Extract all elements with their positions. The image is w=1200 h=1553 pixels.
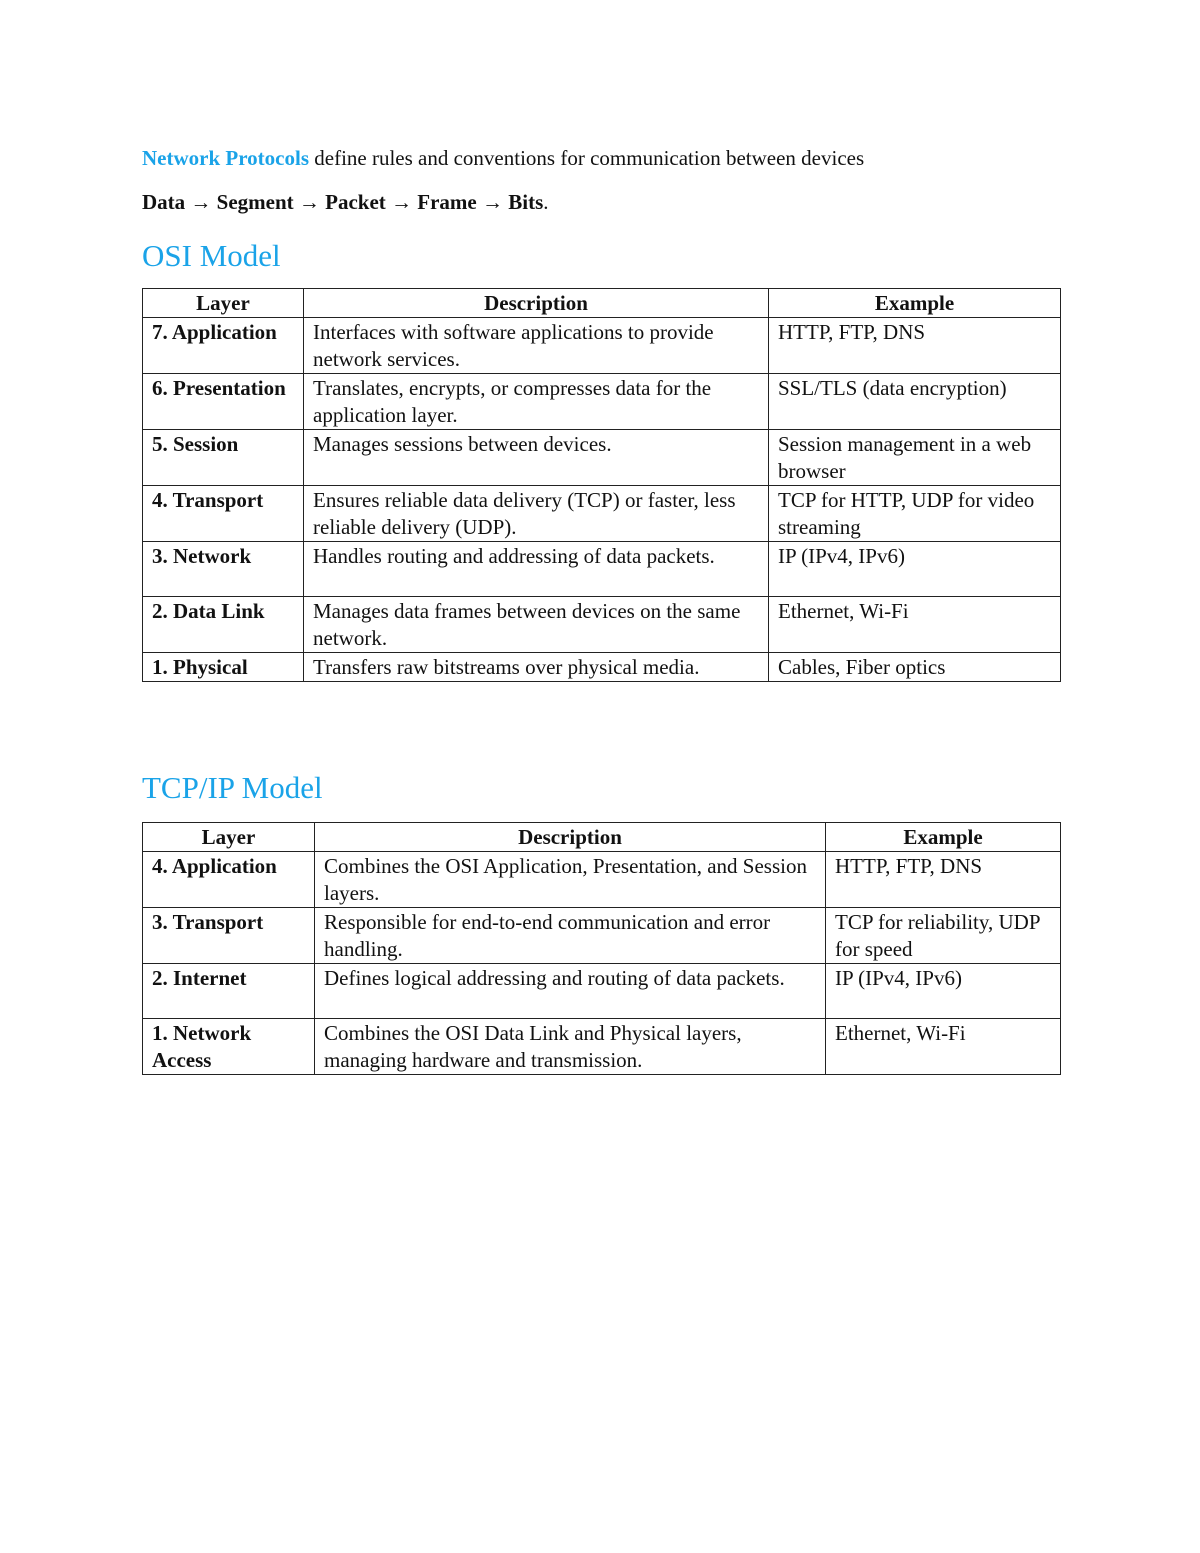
layer-cell: 1. Physical: [143, 653, 304, 682]
column-header-example: Example: [826, 823, 1061, 852]
column-header-layer: Layer: [143, 823, 315, 852]
intro-paragraph: [142, 140, 1060, 176]
description-cell: Combines the OSI Application, Presentation, and Session layers.: [315, 852, 826, 908]
table-row: [143, 964, 1061, 1019]
example-cell: HTTP, FTP, DNS: [826, 852, 1061, 908]
table-row: [143, 486, 1061, 542]
example-cell: SSL/TLS (data encryption): [769, 374, 1061, 430]
data-flow-text: Data → Segment → Packet → Frame → Bits: [142, 190, 544, 214]
data-flow-period: .: [543, 190, 549, 214]
example-cell: Session management in a web browser: [769, 430, 1061, 486]
example-cell: HTTP, FTP, DNS: [769, 318, 1061, 374]
example-cell: Cables, Fiber optics: [769, 653, 1061, 682]
tcpip-model-table: [142, 822, 1061, 1075]
layer-cell: 4. Application: [143, 852, 315, 908]
table-row: [143, 1019, 1061, 1075]
example-cell: Ethernet, Wi-Fi: [826, 1019, 1061, 1075]
document-page: [142, 140, 1060, 1075]
layer-cell: 1. Network Access: [143, 1019, 315, 1075]
layer-cell: 3. Transport: [143, 908, 315, 964]
tcpip-model-heading: TCP/IP Model: [142, 770, 323, 805]
table-header-row: [143, 289, 1061, 318]
layer-cell: 2. Data Link: [143, 597, 304, 653]
description-cell: Combines the OSI Data Link and Physical layers, managing hardware and transmission.: [315, 1019, 826, 1075]
table-row: [143, 374, 1061, 430]
layer-cell: 7. Application: [143, 318, 304, 374]
table-row: [143, 542, 1061, 597]
description-cell: Manages sessions between devices.: [304, 430, 769, 486]
intro-text: define rules and conventions for communication between devices: [309, 146, 865, 170]
osi-model-heading: OSI Model: [142, 238, 281, 273]
table-row: [143, 908, 1061, 964]
example-cell: TCP for HTTP, UDP for video streaming: [769, 486, 1061, 542]
column-header-description: Description: [304, 289, 769, 318]
layer-cell: 2. Internet: [143, 964, 315, 1019]
example-cell: IP (IPv4, IPv6): [826, 964, 1061, 1019]
description-cell: Interfaces with software applications to provide network services.: [304, 318, 769, 374]
layer-cell: 6. Presentation: [143, 374, 304, 430]
osi-model-table: [142, 288, 1061, 682]
table-row: [143, 597, 1061, 653]
table-row: [143, 430, 1061, 486]
example-cell: IP (IPv4, IPv6): [769, 542, 1061, 597]
table-row: [143, 318, 1061, 374]
description-cell: Responsible for end-to-end communication and error handling.: [315, 908, 826, 964]
layer-cell: 5. Session: [143, 430, 304, 486]
description-cell: Translates, encrypts, or compresses data for the application layer.: [304, 374, 769, 430]
example-cell: Ethernet, Wi-Fi: [769, 597, 1061, 653]
description-cell: Manages data frames between devices on the same network.: [304, 597, 769, 653]
column-header-example: Example: [769, 289, 1061, 318]
example-cell: TCP for reliability, UDP for speed: [826, 908, 1061, 964]
table-row: [143, 852, 1061, 908]
description-cell: Defines logical addressing and routing of data packets.: [315, 964, 826, 1019]
data-flow-line: [142, 184, 1060, 220]
layer-cell: 4. Transport: [143, 486, 304, 542]
description-cell: Ensures reliable data delivery (TCP) or faster, less reliable delivery (UDP).: [304, 486, 769, 542]
description-cell: Transfers raw bitstreams over physical media.: [304, 653, 769, 682]
column-header-description: Description: [315, 823, 826, 852]
column-header-layer: Layer: [143, 289, 304, 318]
table-header-row: [143, 823, 1061, 852]
table-row: [143, 653, 1061, 682]
layer-cell: 3. Network: [143, 542, 304, 597]
description-cell: Handles routing and addressing of data packets.: [304, 542, 769, 597]
intro-term: Network Protocols: [142, 146, 309, 170]
